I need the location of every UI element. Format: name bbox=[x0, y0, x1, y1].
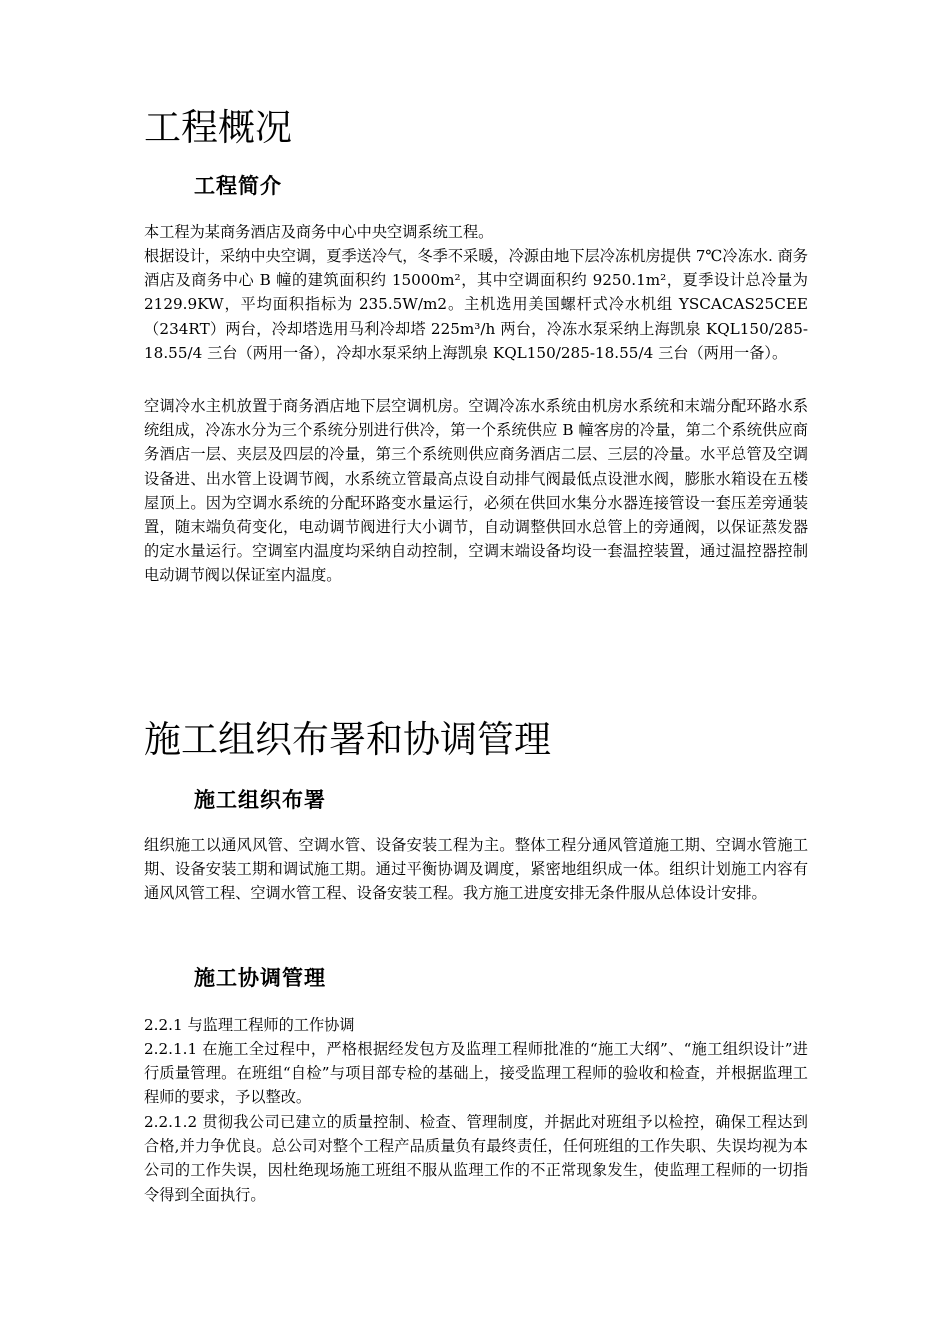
paragraph: 2.2.1 与监理工程师的工作协调 bbox=[144, 1016, 355, 1034]
paragraph: 2.2.1.2 贯彻我公司已建立的质量控制、检查、管理制度，并据此对班组予以检控，确保工程达到合格,并力争优良。总公司对整个工程产品质量负有最终责任，任何班组的工作失职、失误均视为本公司的工作失误，因杜绝现场施工班组不服从监理工作的不正常现象发生，使监理工程师的一切指令得到全面执行。 bbox=[144, 1113, 808, 1204]
paragraph: 根据设计，采纳中央空调，夏季送冷气，冬季不采暖，冷源由地下层冷冻机房提供 7℃冷冻水. 商务酒店及商务中心 B 幢的建筑面积约 15000m²，其中空调面积约 9250.1m²，夏季设计总冷量为 2129.9KW，平均面积指标为 235.5W/m2。主机选用美国螺杆式冷水机组 YSCACAS25CEE（234RT）两台，冷却塔选用马利冷却塔 225m³/h 两台，冷冻水泵采纳上海凯泉 KQL150/285-18.55/4 三台（两用一备），冷却水泵采纳上海凯泉 KQL150/285-18.55/4 三台（两用一备）。 bbox=[144, 247, 808, 362]
paragraph: 本工程为某商务酒店及商务中心中央空调系统工程。 bbox=[144, 223, 494, 241]
section-title: 施工组织布署和协调管理 bbox=[144, 718, 551, 761]
subsection-title: 工程简介 bbox=[194, 174, 282, 198]
paragraph: 空调冷水主机放置于商务酒店地下层空调机房。空调冷冻水系统由机房水系统和末端分配环路水系统组成，冷冻水分为三个系统分别进行供冷，第一个系统供应 B 幢客房的冷量，第二个系统供应商务酒店一层、夹层及四层的冷量，第三个系统则供应商务酒店二层、三层的冷量。水平总管及空调设备进、出水管上设调节阀，水系统立管最高点设自动排气阀最低点设泄水阀，膨胀水箱设在五楼屋顶上。因为空调水系统的分配环路变水量运行，必须在供回水集分水器连接管设一套压差旁通装置，随末端负荷变化，电动调节阀进行大小调节，自动调整供回水总管上的旁通阀，以保证蒸发器的定水量运行。空调室内温度均采纳自动控制，空调末端设备均设一套温控装置，通过温控器控制电动调节阀以保证室内温度。 bbox=[144, 397, 808, 585]
paragraph: 组织施工以通风风管、空调水管、设备安装工程为主。整体工程分通风管道施工期、空调水管施工期、设备安装工期和调试施工期。通过平衡协调及调度，紧密地组织成一体。组织计划施工内容有通风风管工程、空调水管工程、设备安装工程。我方施工进度安排无条件服从总体设计安排。 bbox=[144, 836, 808, 903]
paragraph: 2.2.1.1 在施工全过程中，严格根据经发包方及监理工程师批准的“施工大纲”、“施工组织设计”进行质量管理。在班组“自检”与项目部专检的基础上，接受监理工程师的验收和检查，并根据监理工程师的要求，予以整改。 bbox=[144, 1040, 808, 1107]
section-title: 工程概况 bbox=[144, 106, 292, 149]
subsection-title: 施工协调管理 bbox=[194, 966, 326, 990]
subsection-title: 施工组织布署 bbox=[194, 788, 326, 812]
